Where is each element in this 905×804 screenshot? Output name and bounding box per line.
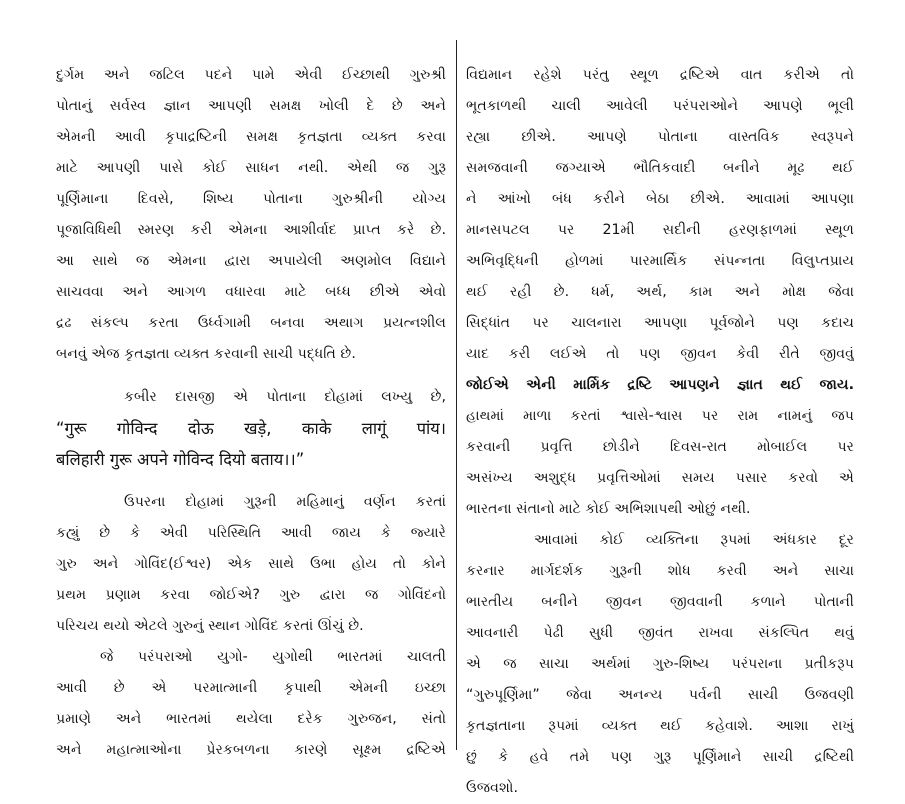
- text-line: ભૂતકાળથી ચાલી આવેલી પરંપરાઓને આપણે ભૂલી: [466, 98, 854, 114]
- column-divider: [456, 40, 457, 750]
- text-line: ભારતના સંતાનો માટે કોઈ અભિશાપથી ઓછું નથી.: [466, 501, 751, 517]
- paragraph-guru-purnima: [466, 525, 854, 804]
- paragraph-forgotten-traditions: [466, 60, 854, 525]
- text-line: સિદ્ધાંત પર ચાલનારા આપણા પૂર્વજોને પણ કદાચ: [466, 315, 854, 331]
- text-line: માટે આપણી પાસે કોઈ સાધન નથી. એથી જ ગુરૂ: [56, 160, 446, 176]
- text-line: આવામાં કોઈ વ્યક્તિના રૂપમાં અંધકાર દૂર: [534, 532, 854, 548]
- text-line: અને મહાત્માઓના પ્રેરકબળના કારણે સૂક્ષ્મ દ્રષ્ટિએ: [56, 742, 446, 758]
- text-line: બનવું એજ કૃતજ્ઞતા વ્યક્ત કરવાની સાચી પદ્ધતિ છે.: [56, 346, 356, 362]
- paragraph-traditions: [56, 642, 446, 766]
- text-line: પરિચય થયો એટલે ગુરુનું સ્થાન ગોવિંદ કરતાં ઊંચું છે.: [56, 618, 364, 634]
- right-column: [466, 60, 854, 804]
- text-line: પોતાનું સર્વસ્વ જ્ઞાન આપણી સમક્ષ ખોલી દે છે અને: [56, 98, 446, 114]
- text-line: ને આંખો બંધ કરીને બેઠા છીએ. આવામાં આપણા: [466, 191, 854, 207]
- doha-line: “गुरू गोविन्द दोऊ खड़े, काके लागूं पांय।: [56, 419, 446, 438]
- text-line: સાચવવા અને આગળ વધારવા માટે બધ્ધ છીએ એવો: [56, 284, 446, 300]
- text-line: પ્રમાણે અને ભારતમાં થયેલા દરેક ગુરુજન, સંતો: [56, 711, 446, 727]
- text-line: જે પરંપરાઓ યુગો- યુગોથી ભારતમાં ચાલતી: [100, 649, 446, 665]
- text-line: આવી છે એ પરમાત્માની કૃપાથી એમની ઇચ્છા: [56, 680, 446, 696]
- text-line: ભારતીય બનીને જીવન જીવવાની કળાને પોતાની: [466, 594, 854, 610]
- text-line: આવનારી પેઢી સુધી જીવંત રાખવા સંકલ્પિત થવું: [466, 625, 854, 641]
- doha-line: बलिहारी गुरू अपने गोविन्द दियो बताय।।”: [56, 450, 305, 469]
- text-line: ઉજવશો.: [466, 780, 518, 796]
- text-line: આ સાથે જ એમના દ્વારા અપાયેલી અણમોલ વિદ્યાને: [56, 253, 446, 269]
- text-line: “ગુરુપૂર્ણિમા” જેવા અનન્ય પર્વની સાચી ઉજવણી: [466, 687, 854, 703]
- text-line: એ જ સાચા અર્થમાં ગુરુ-શિષ્ય પરંપરાના પ્રતીકરૂપ: [466, 656, 854, 672]
- paragraph-doha-explanation: [56, 487, 446, 642]
- text-line: હાથમાં માળા કરતાં શ્વાસે-શ્વાસ પર રામ નામનું જપ: [466, 408, 854, 424]
- left-column: [56, 60, 446, 766]
- text-line: વિદ્યમાન રહેશે પરંતુ સ્થૂળ દ્રષ્ટિએ વાત કરીએ તો: [466, 67, 854, 83]
- text-line: કબીર દાસજી એ પોતાના દોહામાં લખ્યુ છે,: [124, 389, 446, 405]
- text-line: દ્રઢ સંકલ્પ કરતા ઉર્ધ્વગામી બનવા અથાગ પ્રયત્નશીલ: [56, 315, 446, 331]
- text-line: પૂર્ણિમાના દિવસે, શિષ્ય પોતાના ગુરુશ્રીની યોગ્ય: [56, 191, 446, 207]
- paragraph-kabir-doha: [56, 382, 446, 475]
- text-line: સમજવાની જગ્યાએ ભૌતિકવાદી બનીને મૂઢ થઈ: [466, 160, 854, 176]
- text-line: યાદ કરી લઈએ તો પણ જીવન કેવી રીતે જીવવું: [466, 346, 854, 362]
- text-line: કૃતજ્ઞતાના રૂપમાં વ્યક્ત થઈ કહેવાશે. આશા રાખું: [466, 718, 854, 734]
- text-line: અભિવૃદ્ધિની હોળમાં પારમાર્થિક સંપન્નતા વિલુપ્તપ્રાય: [466, 253, 854, 269]
- text-line: રહ્યા છીએ. આપણે પોતાના વાસ્તવિક સ્વરૂપને: [466, 129, 854, 145]
- text-line: પ્રથમ પ્રણામ કરવા જોઈએ? ગુરુ દ્વારા જ ગોવિંદનો: [56, 587, 446, 603]
- text-line: અસંખ્ય અશુદ્ધ પ્રવૃત્તિઓમાં સમય પસાર કરવો એ: [466, 470, 854, 486]
- text-line: પૂજાવિધિથી સ્મરણ કરી એમના આશીર્વાદ પ્રાપ્ત કરે છે.: [56, 222, 446, 238]
- text-line: કરનાર માર્ગદર્શક ગુરૂની શોધ કરવી અને સાચા: [466, 563, 854, 579]
- text-line: ઉપરના દોહામાં ગુરૂની મહિમાનું વર્ણન કરતાં: [124, 494, 446, 510]
- text-line: ગુરુ અને ગોવિંદ(ઈશ્વર) એક સાથે ઉભા હોય તો કોને: [56, 556, 446, 572]
- text-line: કહ્યું છે કે એવી પરિસ્થિતિ આવી જાય કે જ્યારે: [56, 525, 446, 541]
- text-line: છું કે હવે તમે પણ ગુરૂ પૂર્ણિમાને સાચી દ્રષ્ટિથી: [466, 749, 854, 765]
- paragraph-gratitude: [56, 60, 446, 370]
- text-line: એમની આવી કૃપાદ્રષ્ટિની સમક્ષ કૃતજ્ઞતા વ્યક્ત કરવા: [56, 129, 446, 145]
- text-line: જોઈએ એની માર્મિક દ્રષ્ટિ આપણને જ્ઞાત થઈ જાય.: [466, 377, 854, 393]
- text-line: માનસપટલ પર 21મી સદીની હરણફાળમાં સ્થૂળ: [466, 222, 854, 238]
- text-line: થઈ રહી છે. ધર્મ, અર્થ, કામ અને મોક્ષ જેવા: [466, 284, 854, 300]
- text-line: દુર્ગમ અને જટિલ પદને પામે એવી ઈચ્છાથી ગુરુશ્રી: [56, 67, 446, 83]
- text-line: કરવાની પ્રવૃત્તિ છોડીને દિવસ-રાત મોબાઈલ પર: [466, 439, 854, 455]
